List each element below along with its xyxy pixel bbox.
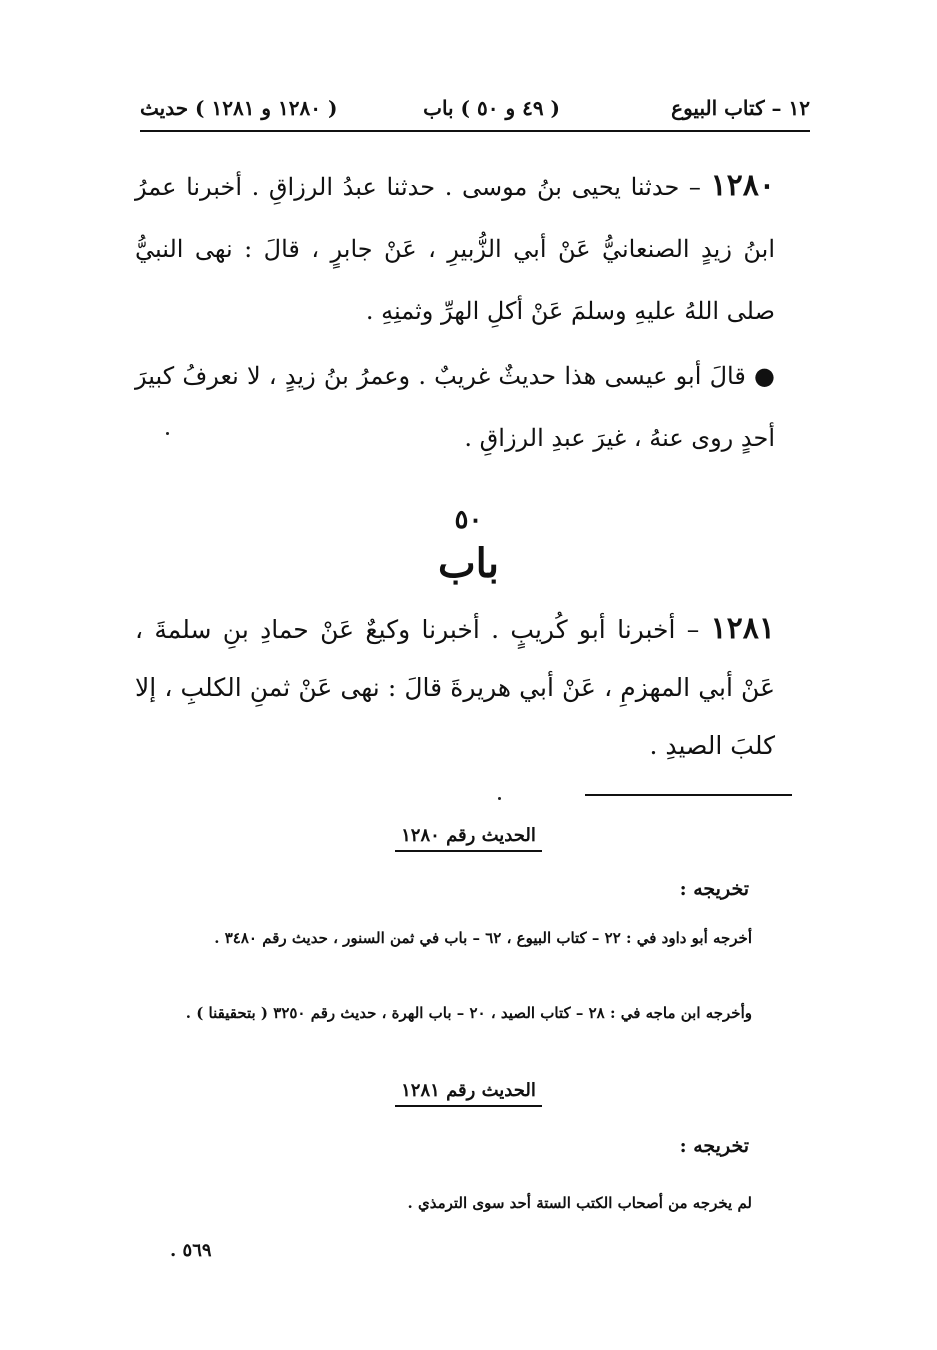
footnote-line: لم يخرجه من أصحاب الكتب الستة أحد سوى الترمذي . xyxy=(407,1194,752,1212)
scan-speck xyxy=(166,432,169,435)
header-book-title: ١٢ – كتاب البيوع xyxy=(671,96,810,120)
hadith-text: – أخبرنا أبو كُريبٍ . أخبرنا وكيعٌ عَنْ حمادِ بنِ سلمةَ ، عَنْ أبي المهزمِ ، عَنْ أبي هريرةَ قالَ : نهى عَنْ ثمنِ الكلبِ ، إلا كلبَ الصيدِ . xyxy=(135,615,775,760)
commentary-text: ● قالَ أبو عيسى هذا حديثٌ غريبٌ . وعمرُ بنُ زيدٍ ، لا نعرفُ كبيرَ أحدٍ روى عنهُ ، غيرَ عبدِ الرزاقِ . xyxy=(135,362,775,452)
chapter-title: باب xyxy=(438,540,499,587)
scan-speck xyxy=(498,797,501,800)
footnote-title-1280: الحديث رقم ١٢٨٠ xyxy=(0,825,937,852)
hadith-number: ١٢٨١ xyxy=(710,611,775,646)
commentary-1280 xyxy=(135,345,775,469)
page-number: ٥٦٩ . xyxy=(170,1240,212,1261)
hadith-number: ١٢٨٠ xyxy=(710,168,775,203)
footnote-separator xyxy=(585,794,792,796)
header-chapters: ( ٤٩ و ٥٠ ) باب xyxy=(423,96,560,120)
running-header xyxy=(140,90,810,126)
takhrij-label-1281: تخريجه : xyxy=(679,1135,749,1157)
header-rule xyxy=(140,130,810,132)
footnote-line: أخرجه أبو داود في : ٢٢ – كتاب البيوع ، ٦٢ – باب في ثمن السنور ، حديث رقم ٣٤٨٠ . xyxy=(214,929,752,947)
hadith-1280 xyxy=(135,155,775,342)
hadith-1281 xyxy=(135,600,775,775)
footnote-title-1281: الحديث رقم ١٢٨١ xyxy=(0,1080,937,1107)
header-hadith-numbers: ( ١٢٨٠ و ١٢٨١ ) حديث xyxy=(140,96,338,120)
takhrij-label-1280: تخريجه : xyxy=(679,878,749,900)
footnote-line: وأخرجه ابن ماجه في : ٢٨ – كتاب الصيد ، ٢٠ – باب الهرة ، حديث رقم ٣٢٥٠ ( بتحقيقنا ) . xyxy=(185,1004,752,1022)
chapter-number: ٥٠ xyxy=(454,505,483,535)
hadith-text: – حدثنا يحيى بنُ موسى . حدثنا عبدُ الرزاقِ . أخبرنا عمرُ ابنُ زيدٍ الصنعانيُّ عَنْ أبي الزُّبيرِ ، عَنْ جابرٍ ، قالَ : نهى النبيُّ صلى اللهُ عليهِ وسلمَ عَنْ أكلِ الهرِّ وثمنِهِ . xyxy=(135,173,775,325)
